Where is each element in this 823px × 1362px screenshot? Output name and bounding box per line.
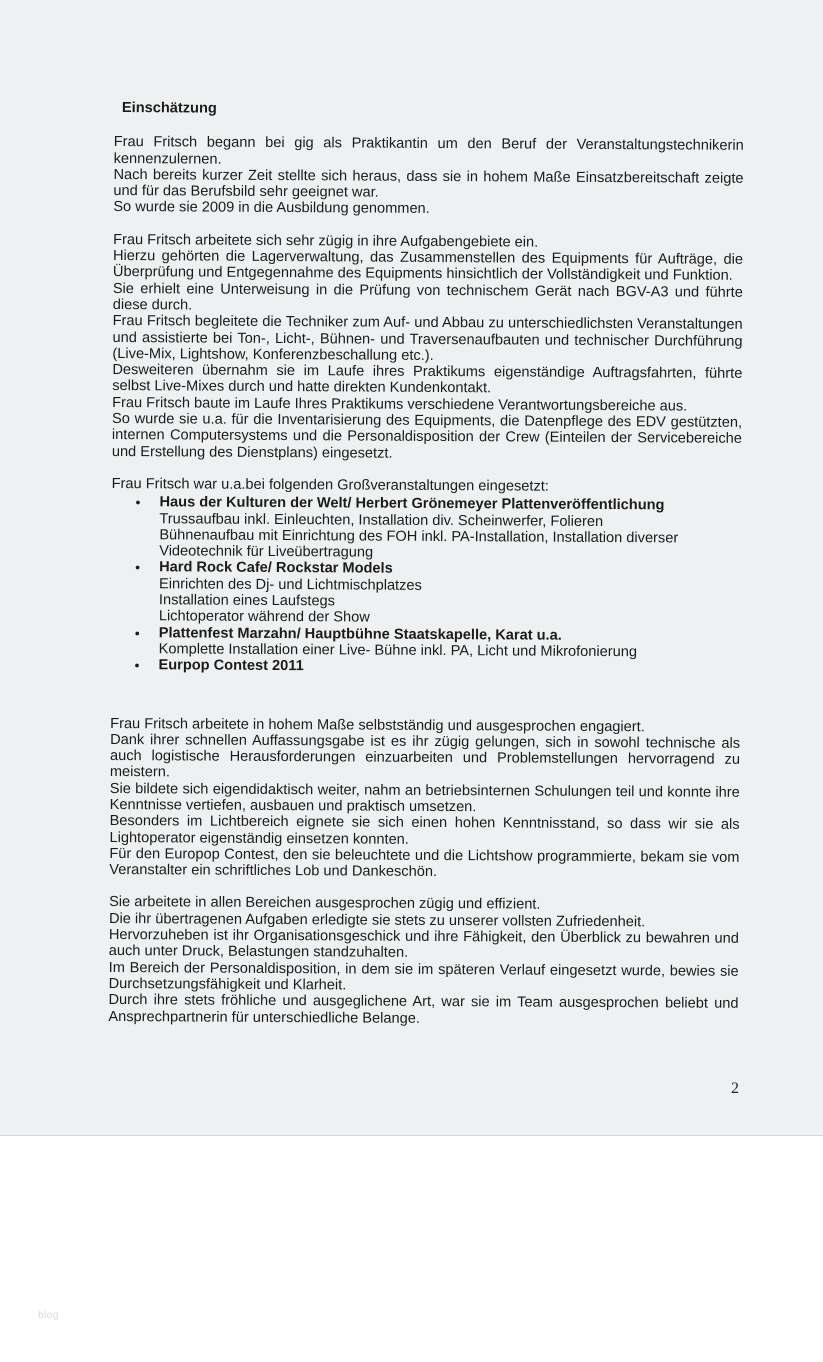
list-item [132,657,740,677]
bullet-icon: • [135,559,141,576]
page-number: 2 [731,1080,739,1097]
paragraph: Desweiteren übernahm sie im Laufe ihres Praktikums eigenständige Auftragsfahrten, führte selbst Live-Mixes durch und hatte direkten Kundenkontakt. [112,362,743,397]
paragraph: So wurde sie 2009 in die Ausbildung genommen. [113,199,430,218]
paragraph: Sie bildete sich eigendidaktisch weiter, nahm an betriebsinternen Schulungen teil und konnte ihre Kenntnisse vertiefen, ausbauen und praktisch umsetzen. [109,780,740,816]
bullet-icon: • [134,624,140,641]
event-title: Eurpop Contest 2011 [158,657,304,675]
paragraph: Hierzu gehörten die Lagerverwaltung, das Zusammenstellen des Equipments für Aufträge, die Überprüfung und Entgegennahme des Equipments hinsichtlich der Vollständigkeit und Funktion. [112,248,744,285]
paragraph: Dank ihrer schnellen Auffassungsgabe ist es ihr zügig gelungen, sich in sowohl technische als auch logistische Herausforderungen einzuarbeiten und Problemstellungen hervorragend zu meistern. [109,731,741,781]
event-detail: Lichtoperator während der Show [158,608,370,626]
event-detail: Bühnenaufbau mit Einrichtung des FOH inkl. PA-Installation, Installation diverser Videotechnik für Liveübertragung [159,527,679,561]
paragraph: Durch ihre stets fröhliche und ausgeglichene Art, war sie im Team ausgesprochen beliebt und Ansprechpartnerin für unterschiedliche Belange. [108,992,739,1027]
event-detail: Komplette Installation einer Live- Bühne inkl. PA, Licht und Mikrofonierung [158,641,638,661]
paragraph: Frau Fritsch baute im Laufe Ihres Praktikums verschiedene Verantwortungsbereiche aus. [112,394,688,415]
events-list [110,494,741,677]
watermark: blog [38,1310,59,1321]
paragraph: Im Bereich der Personaldisposition, in dem sie im späteren Verlauf eingesetzt wurde, bewies sie Durchsetzungsfähigkeit und Klarheit. [108,959,739,994]
paragraph: Frau Fritsch arbeitete sich sehr zügig in ihre Aufgabengebiete ein. [113,231,539,251]
document-body [108,100,744,1045]
paragraph: Frau Fritsch begann bei gig als Praktikantin um den Beruf der Veranstaltungstechnikerin kennenzulernen. [113,134,744,168]
bullet-icon: • [134,657,140,674]
paragraph: Frau Fritsch begleitete die Techniker zum Auf- und Abbau zu unterschiedlichsten Veranstaltungen und assistierte bei Ton-, Licht-, Bühnen- und Traversenaufbauten und technischer Durchführung (Live-Mix, Lightshow, Konferenzbeschallung etc.). [112,313,743,364]
list-item [133,494,741,563]
document-heading: Einschätzung [121,100,217,117]
paragraph: Nach bereits kurzer Zeit stellte sich heraus, dass sie in hohem Maße Einsatzbereitschaft zeigte und für das Berufsbild sehr geeignet war. [113,166,744,201]
event-detail: Einrichten des Dj- und Lichtmischplatzes [158,576,422,594]
list-item [133,560,741,629]
page-footer-area [0,1136,823,1362]
paragraph: Die ihr übertragenen Aufgaben erledigte sie stets zu unserer vollsten Zufriedenheit. [108,910,646,931]
paragraph: Für den Europop Contest, den sie beleuchtete und die Lichtshow programmierte, bekam sie vom Veranstalter ein schriftliches Lob und Dankeschön. [109,845,740,881]
paragraph: Besonders im Lichtbereich eignete sie sich einen hohen Kenntnisstand, so dass wir sie als Lightoperator eigenständig einsetzen konnten. [109,813,740,848]
paragraph: Frau Fritsch arbeitete in hohem Maße selbstständig und ausgesprochen engagiert. [110,715,645,735]
bullet-icon: • [135,494,141,511]
list-item [133,625,741,661]
paragraph-group-intro [113,134,743,219]
paragraph-group-tasks [112,232,743,464]
events-intro: Frau Fritsch war u.a.bei folgenden Großveranstaltungen eingesetzt: [111,475,549,495]
event-detail: Trussaufbau inkl. Einleuchten, Installation div. Scheinwerfer, Folieren [159,510,604,530]
paragraph-group-performance [109,715,740,882]
event-title: Plattenfest Marzahn/ Hauptbühne Staatskapelle, Karat u.a. [158,624,562,644]
paragraph: Sie erhielt eine Unterweisung in die Prüfung von technischem Gerät nach BGV-A3 und führte diese durch. [112,280,743,314]
paragraph-group-assessment [108,894,739,1028]
event-detail: Installation eines Laufstegs [158,592,336,610]
event-title: Haus der Kulturen der Welt/ Herbert Grönemeyer Plattenveröffentlichung [159,494,665,514]
event-title: Hard Rock Cafe/ Rockstar Models [159,559,393,578]
paragraph: Hervorzuheben ist ihr Organisationsgeschick und ihre Fähigkeit, den Überblick zu bewahren und auch unter Druck, Belastungen standzuhalten. [108,927,739,962]
paragraph: Sie arbeitete in allen Bereichen ausgesprochen zügig und effizient. [109,894,541,914]
paragraph: So wurde sie u.a. für die Inventarisierung des Equipments, die Datenpflege des EDV gestützten, internen Computersystems und die Personaldisposition der Crew (Einteilen der Servicebereiche und Erstellung des Dienstplans) eingesetzt. [111,411,743,462]
